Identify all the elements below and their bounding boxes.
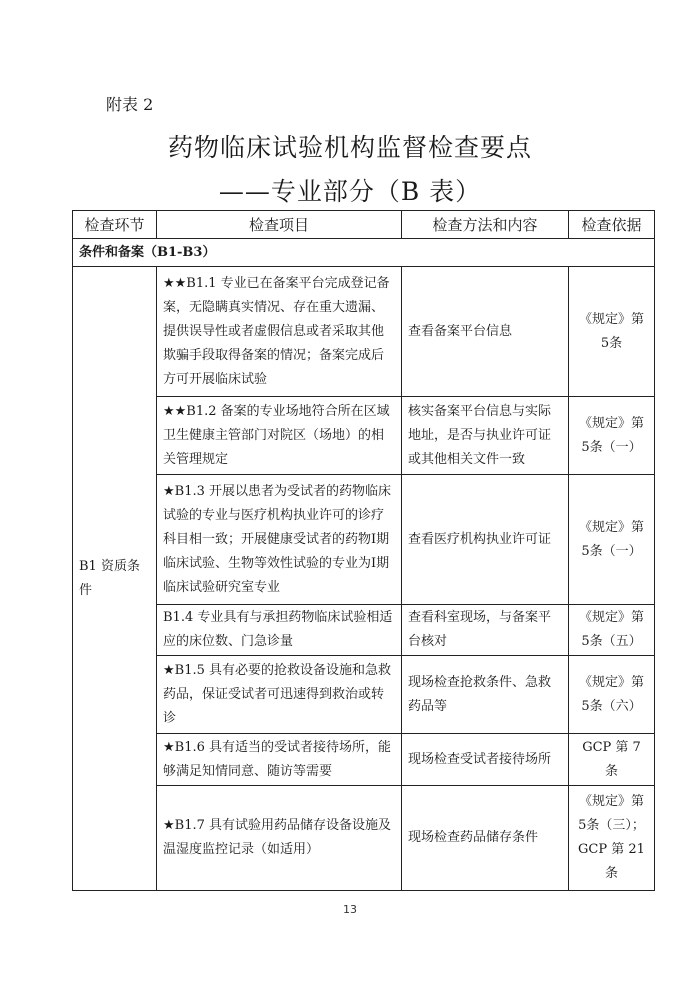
basis-cell: 《规定》第5条（三）；GCP 第 21 条 [569, 786, 655, 891]
basis-cell: 《规定》第5条（五） [569, 605, 655, 656]
item-cell: ★★B1.1 专业已在备案平台完成登记备案，无隐瞒真实情况、存在重大遗漏、提供误导性或者虚假信息或者采取其他欺骗手段取得备案的情况；备案完成后方可开展临床试验 [157, 267, 402, 397]
method-cell: 查看科室现场，与备案平台核对 [402, 605, 569, 656]
table-row [73, 656, 655, 734]
header-stage: 检查环节 [73, 211, 157, 239]
inspection-table [72, 210, 655, 891]
method-cell: 查看医疗机构执业许可证 [402, 475, 569, 605]
group-label: B1 资质条件 [73, 267, 157, 891]
method-cell: 查看备案平台信息 [402, 267, 569, 397]
item-cell: ★B1.3 开展以患者为受试者的药物临床试验的专业与医疗机构执业许可的诊疗科目相一致；开展健康受试者的药物I期临床试验、生物等效性试验的专业为I期临床试验研究室专业 [157, 475, 402, 605]
page-title: 药物临床试验机构监督检查要点 [167, 133, 532, 162]
table-row [73, 786, 655, 891]
table-row [73, 397, 655, 475]
header-method: 检查方法和内容 [402, 211, 569, 239]
section-title: 条件和备案（B1-B3） [73, 239, 655, 267]
method-cell: 现场检查抢救条件、急救药品等 [402, 656, 569, 734]
method-cell: 核实备案平台信息与实际地址，是否与执业许可证或其他相关文件一致 [402, 397, 569, 475]
page-number: 13 [343, 903, 357, 916]
item-cell: ★B1.7 具有试验用药品储存设备设施及温湿度监控记录（如适用） [157, 786, 402, 891]
table-row [73, 605, 655, 656]
item-cell: ★B1.5 具有必要的抢救设备设施和急救药品，保证受试者可迅速得到救治或转诊 [157, 656, 402, 734]
section-row [73, 239, 655, 267]
basis-cell: 《规定》第5条（六） [569, 656, 655, 734]
table-row [73, 734, 655, 786]
basis-cell: GCP 第 7 条 [569, 734, 655, 786]
basis-cell: 《规定》第5条（一） [569, 475, 655, 605]
header-item: 检查项目 [157, 211, 402, 239]
method-cell: 现场检查受试者接待场所 [402, 734, 569, 786]
basis-cell: 《规定》第5条（一） [569, 397, 655, 475]
item-cell: ★B1.6 具有适当的受试者接待场所，能够满足知情同意、随访等需要 [157, 734, 402, 786]
item-cell: B1.4 专业具有与承担药物临床试验相适应的床位数、门急诊量 [157, 605, 402, 656]
page-subtitle: ——专业部分（B 表） [218, 177, 482, 206]
item-cell: ★★B1.2 备案的专业场地符合所在区域卫生健康主管部门对院区（场地）的相关管理规定 [157, 397, 402, 475]
appendix-label: 附表 2 [106, 95, 154, 114]
basis-cell: 《规定》第5条 [569, 267, 655, 397]
table-row [73, 267, 655, 397]
table-header-row [73, 211, 655, 239]
method-cell: 现场检查药品储存条件 [402, 786, 569, 891]
header-basis: 检查依据 [569, 211, 655, 239]
table-row [73, 475, 655, 605]
